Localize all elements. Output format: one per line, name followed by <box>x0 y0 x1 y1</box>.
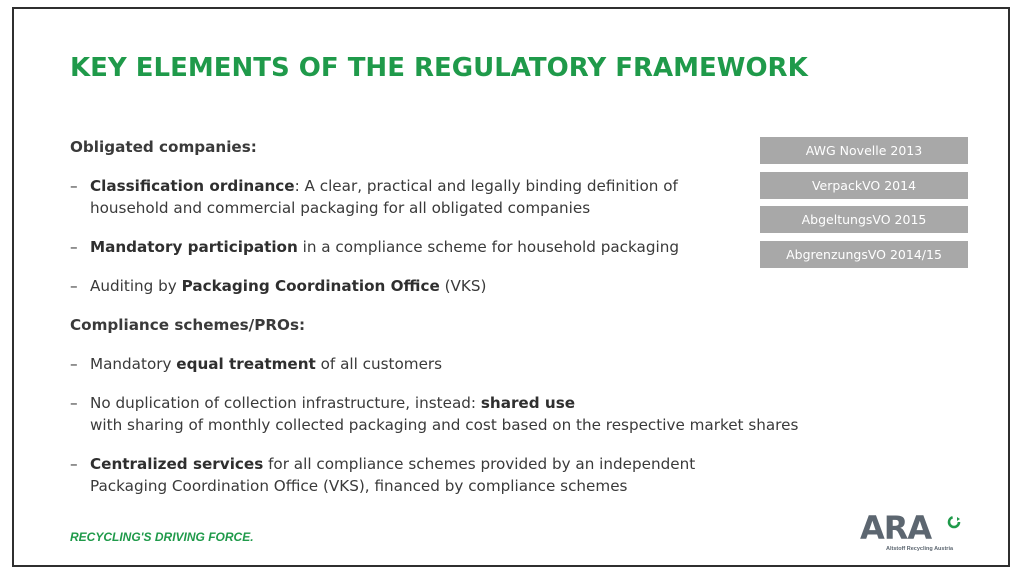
regulation-tag: AbgeltungsVO 2015 <box>760 206 968 233</box>
bullet-line <box>90 236 840 258</box>
text-segment: household and commercial packaging for all obligated companies <box>90 199 591 217</box>
bold-text: Packaging Coordination Office <box>181 277 440 295</box>
bullet-dash: – <box>70 277 78 295</box>
bullet-line <box>90 353 840 375</box>
text-segment: in a compliance scheme for household packaging <box>297 238 679 256</box>
regulation-tag: AWG Novelle 2013 <box>760 137 968 164</box>
bullet-line <box>90 275 840 297</box>
bullet-line <box>90 414 840 436</box>
bullet-dash: – <box>70 177 78 195</box>
text-segment: with sharing of monthly collected packaging and cost based on the respective market shares <box>90 416 799 434</box>
bullet-item <box>70 275 840 297</box>
logo-wordmark: ARA <box>860 509 932 547</box>
text-segment: for all compliance schemes provided by an independent <box>263 455 696 473</box>
logo-subtext: Altstoff Recycling Austria <box>886 546 954 552</box>
regulation-tags <box>760 137 968 275</box>
text-segment: : A clear, practical and legally binding definition of <box>294 177 678 195</box>
slide <box>12 7 1010 567</box>
regulation-tag: VerpackVO 2014 <box>760 172 968 199</box>
bullet-line <box>90 453 840 475</box>
bullet-line <box>90 392 840 414</box>
bullet-line <box>90 175 840 197</box>
slide-body <box>70 136 840 514</box>
regulation-tag: AbgrenzungsVO 2014/15 <box>760 241 968 268</box>
bold-text: Classification ordinance <box>90 177 295 195</box>
bold-text: Centralized services <box>90 455 264 473</box>
text-segment: Mandatory <box>90 355 177 373</box>
text-segment: Auditing by <box>90 277 182 295</box>
section-heading: Compliance schemes/PROs: <box>70 316 306 334</box>
bullet-item <box>70 453 840 497</box>
ara-logo <box>860 511 970 555</box>
bold-text: Mandatory participation <box>90 238 298 256</box>
slide-title: KEY ELEMENTS OF THE REGULATORY FRAMEWORK <box>70 53 808 83</box>
text-segment: No duplication of collection infrastructure, instead: <box>90 394 481 412</box>
bullet-item <box>70 392 840 436</box>
text-segment: (VKS) <box>439 277 487 295</box>
recycle-swirl-icon <box>947 515 961 529</box>
bullet-line <box>90 197 840 219</box>
footer-slogan: RECYCLING'S DRIVING FORCE. <box>70 530 254 544</box>
bold-text: equal treatment <box>176 355 316 373</box>
bullet-line <box>90 475 840 497</box>
section-heading: Obligated companies: <box>70 138 257 156</box>
bullet-dash: – <box>70 394 78 412</box>
bullet-item <box>70 236 840 258</box>
text-segment: Packaging Coordination Office (VKS), financed by compliance schemes <box>90 477 628 495</box>
bullet-dash: – <box>70 355 78 373</box>
text-segment: of all customers <box>315 355 443 373</box>
bullet-item <box>70 175 840 219</box>
bullet-item <box>70 353 840 375</box>
bullet-dash: – <box>70 238 78 256</box>
bullet-dash: – <box>70 455 78 473</box>
bold-text: shared use <box>480 394 576 412</box>
